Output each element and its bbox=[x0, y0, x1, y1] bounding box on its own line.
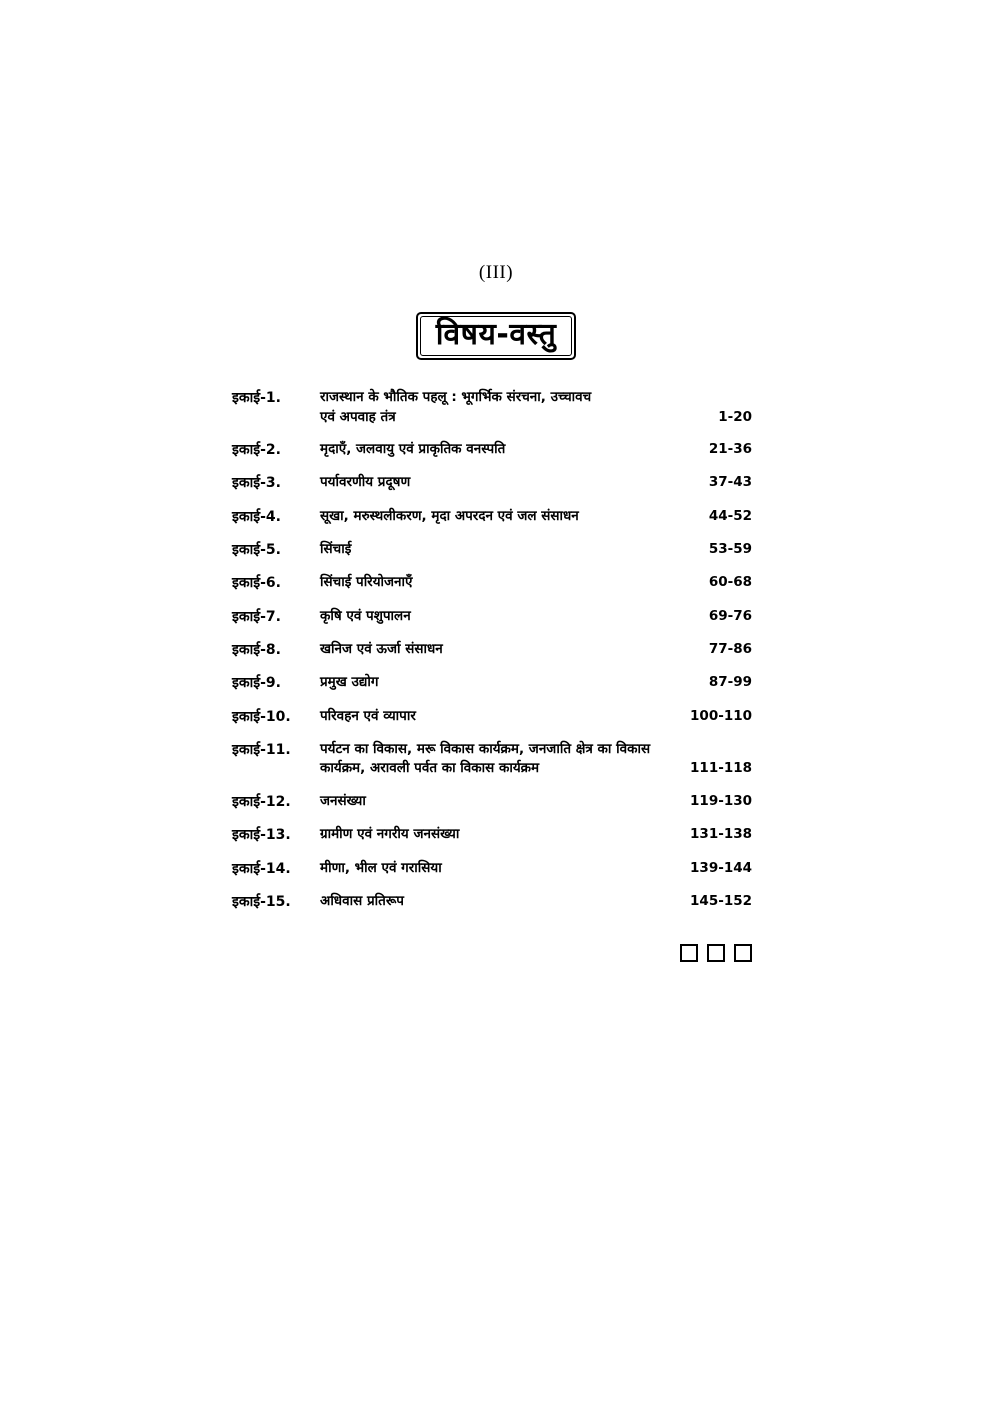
toc-row[interactable] bbox=[232, 640, 752, 660]
toc-unit-label: इकाई-12. bbox=[232, 793, 291, 810]
toc-entry-line1: जनसंख्या bbox=[320, 792, 366, 809]
toc-unit-label: इकाई-14. bbox=[232, 860, 291, 877]
toc-row[interactable] bbox=[232, 892, 752, 912]
toc-page-range: 1-20 bbox=[718, 408, 752, 425]
toc-page-range: 77-86 bbox=[708, 640, 752, 657]
toc-unit-label: इकाई-10. bbox=[232, 708, 291, 725]
toc-entry-line1: पर्यावरणीय प्रदूषण bbox=[320, 474, 411, 491]
toc-unit-label: इकाई-2. bbox=[232, 442, 281, 459]
toc-entry-line1: अधिवास प्रतिरूप bbox=[320, 892, 404, 909]
toc-unit-label: इकाई-1. bbox=[232, 390, 281, 406]
toc-entry-line1: ग्रामीण एवं नगरीय जनसंख्या bbox=[320, 826, 460, 843]
toc-row[interactable] bbox=[232, 825, 752, 845]
toc-unit-label: इकाई-9. bbox=[232, 675, 281, 692]
toc-entry-title bbox=[320, 573, 686, 593]
toc-page-range: 111-118 bbox=[690, 760, 752, 777]
toc-unit-label: इकाई-11. bbox=[232, 741, 291, 758]
page-number: (III) bbox=[478, 262, 514, 283]
toc-page-range: 21-36 bbox=[708, 441, 752, 458]
toc-unit-label: इकाई-5. bbox=[232, 542, 281, 559]
toc-row[interactable] bbox=[232, 573, 752, 593]
toc-entry-line1: पर्यटन का विकास, मरू विकास कार्यक्रम, जनजाति क्षेत्र का विकास bbox=[320, 740, 651, 757]
toc-page-range: 44-52 bbox=[708, 507, 752, 524]
toc-entry-line1: राजस्थान के भौतिक पहलू : भूगर्भिक संरचना, उच्चावच bbox=[320, 389, 592, 405]
toc-row[interactable] bbox=[232, 707, 752, 727]
end-mark bbox=[232, 944, 754, 962]
toc-page-range: 131-138 bbox=[690, 826, 752, 843]
toc-entry-line2: कार्यक्रम, अरावली पर्वत का विकास कार्यक्रम bbox=[320, 760, 540, 777]
toc-entry-title bbox=[320, 440, 686, 460]
toc-row[interactable] bbox=[232, 792, 752, 812]
toc-page-range: 69-76 bbox=[708, 607, 752, 624]
toc-entry-title bbox=[320, 607, 686, 627]
toc-row[interactable] bbox=[232, 388, 752, 427]
toc-unit-label: इकाई-8. bbox=[232, 641, 281, 658]
toc-entry-title bbox=[320, 825, 686, 845]
square-icon bbox=[680, 944, 698, 962]
toc-entry-line1: परिवहन एवं व्यापार bbox=[320, 707, 416, 724]
toc-unit-label: इकाई-13. bbox=[232, 827, 291, 844]
toc-entry-line1: सिंचाई परियोजनाएँ bbox=[320, 574, 413, 591]
title-box bbox=[416, 312, 577, 360]
toc-entry-title bbox=[320, 673, 686, 693]
toc-row[interactable] bbox=[232, 607, 752, 627]
toc-entry-title bbox=[320, 388, 686, 427]
toc-page-range: 37-43 bbox=[708, 474, 752, 491]
toc-entry-title bbox=[320, 859, 686, 879]
toc-row[interactable] bbox=[232, 540, 752, 560]
toc-unit-label: इकाई-3. bbox=[232, 475, 281, 492]
toc-unit-label: इकाई-6. bbox=[232, 575, 281, 592]
toc-row[interactable] bbox=[232, 440, 752, 460]
toc-row[interactable] bbox=[232, 859, 752, 879]
toc-entry-line1: सूखा, मरुस्थलीकरण, मृदा अपरदन एवं जल संसाधन bbox=[320, 507, 579, 524]
toc-page-range: 119-130 bbox=[690, 792, 752, 809]
toc-entry-line1: मृदाएँ, जलवायु एवं प्राकृतिक वनस्पति bbox=[320, 441, 506, 458]
toc-entry-title bbox=[320, 740, 686, 779]
toc-page-range: 53-59 bbox=[708, 541, 752, 558]
toc-entry-line1: प्रमुख उद्योग bbox=[320, 674, 379, 691]
toc-page-range: 139-144 bbox=[690, 859, 752, 876]
table-of-contents bbox=[232, 388, 752, 925]
toc-entry-line1: मीणा, भील एवं गरासिया bbox=[320, 859, 442, 876]
toc-page-range: 60-68 bbox=[708, 574, 752, 591]
toc-page-range: 87-99 bbox=[708, 674, 752, 691]
toc-entry-title bbox=[320, 640, 686, 660]
toc-page-range: 100-110 bbox=[690, 707, 752, 724]
toc-entry-title bbox=[320, 707, 686, 727]
toc-entry-line1: सिंचाई bbox=[320, 541, 352, 558]
square-icon bbox=[707, 944, 725, 962]
page-title: विषय-वस्तु bbox=[435, 317, 557, 352]
toc-entry-line1: खनिज एवं ऊर्जा संसाधन bbox=[320, 640, 443, 657]
square-icon bbox=[734, 944, 752, 962]
title-container bbox=[0, 312, 992, 360]
toc-entry-title bbox=[320, 507, 686, 527]
toc-entry-line1: कृषि एवं पशुपालन bbox=[320, 607, 411, 624]
toc-unit-label: इकाई-15. bbox=[232, 893, 291, 910]
toc-entry-title bbox=[320, 473, 686, 493]
toc-entry-title bbox=[320, 892, 686, 912]
toc-page-range: 145-152 bbox=[690, 892, 752, 909]
toc-entry-title bbox=[320, 792, 686, 812]
toc-row[interactable] bbox=[232, 507, 752, 527]
toc-unit-label: इकाई-4. bbox=[232, 508, 281, 525]
toc-row[interactable] bbox=[232, 673, 752, 693]
toc-row[interactable] bbox=[232, 740, 752, 779]
toc-entry-line2: एवं अपवाह तंत्र bbox=[320, 408, 396, 425]
toc-row[interactable] bbox=[232, 473, 752, 493]
toc-entry-title bbox=[320, 540, 686, 560]
toc-unit-label: इकाई-7. bbox=[232, 608, 281, 625]
